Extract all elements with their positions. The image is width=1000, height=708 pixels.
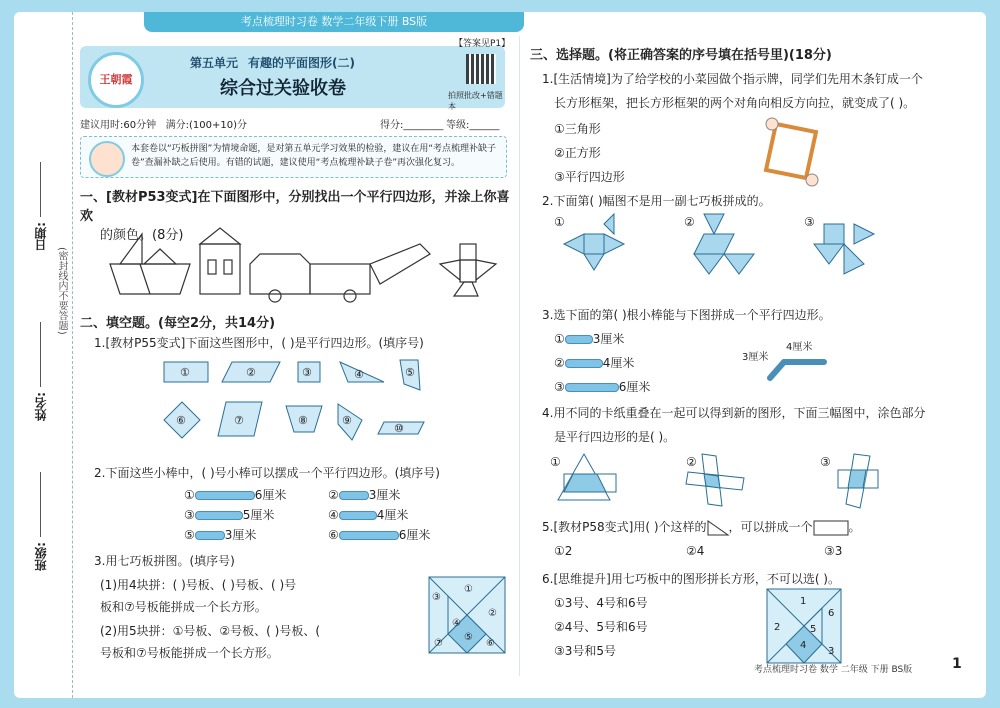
rod-2: ② 3厘米: [328, 488, 401, 502]
svg-text:⑦: ⑦: [434, 638, 443, 649]
s2-q1: 1.[教材P55变式]下面这些图形中，( )是平行四边形。(填序号): [94, 336, 424, 350]
s3-q5: 5.[教材P58变式]用( )个这样的 ，可以拼成一个 。: [542, 520, 861, 534]
svg-text:5: 5: [810, 624, 817, 635]
triangle-icon: [707, 520, 729, 536]
date-line: [40, 162, 41, 217]
svg-text:1: 1: [800, 596, 807, 607]
publisher-logo: 王朝霞: [88, 52, 144, 108]
section-1-figures: [100, 224, 510, 306]
series-banner: 考点梳理时习卷 数学二年级下册 BS版: [144, 12, 524, 32]
svg-text:②: ②: [488, 608, 497, 619]
column-divider: [519, 36, 520, 676]
svg-text:⑤: ⑤: [405, 366, 415, 379]
svg-text:2: 2: [774, 622, 781, 633]
unit-title: 第五单元 有趣的平面图形(二): [190, 56, 355, 70]
s3-q4-line2: 是平行四边形的是( )。: [554, 430, 676, 444]
s3-q3-opt1: ① 3厘米: [554, 332, 625, 346]
rectangle-icon: [813, 520, 849, 536]
section-3-title: 三、选择题。(将正确答案的序号填在括号里)(18分): [530, 48, 832, 63]
footer-series: 考点梳理时习卷 数学 二年级 下册 BS版: [754, 665, 913, 675]
s3-q5-opt3: ③3: [824, 544, 843, 558]
svg-text:②: ②: [684, 215, 695, 229]
s3-q6-tangram: [766, 588, 842, 664]
date-label: 日期:: [34, 222, 48, 251]
full-score-label: 满分:(100+10)分: [165, 120, 248, 131]
s3-q6-opt2: ②4号、5号和6号: [554, 620, 648, 634]
rod-3: ③ 5厘米: [184, 508, 275, 522]
s3-q6: 6.[思维提升]用七巧板中的图形拼长方形，不可以选( )。: [542, 572, 840, 586]
class-line: [40, 472, 41, 537]
s3-q3-fig-label-a: 3厘米: [742, 352, 769, 363]
s3-q3-fig-label-b: 4厘米: [786, 342, 813, 353]
qr-code-icon[interactable]: [466, 54, 496, 84]
name-label: 姓名:: [34, 392, 48, 421]
s2-q3-part2-line2: 号板和⑦号板能拼成一个长方形。: [100, 646, 279, 660]
s3-q3-fig: [764, 352, 834, 386]
qr-caption: 拍照批改+错题本: [448, 91, 503, 111]
s3-q1-opt3: ③平行四边形: [554, 170, 625, 184]
score-field: 得分:________: [380, 120, 444, 131]
s2-q3-part2-line1: (2)用5块拼：①号板、②号板、( )号板、(: [100, 624, 321, 638]
svg-text:③: ③: [820, 455, 831, 469]
svg-text:②: ②: [686, 455, 697, 469]
seal-note: (密封线内不要答题): [56, 247, 67, 335]
svg-text:⑨: ⑨: [342, 414, 352, 427]
svg-text:②: ②: [246, 366, 256, 379]
s3-q2: 2.下面第( )幅图不是用一副七巧板拼成的。: [542, 194, 771, 208]
svg-text:3: 3: [828, 646, 835, 657]
svg-text:⑤: ⑤: [464, 632, 473, 643]
svg-text:⑧: ⑧: [298, 414, 308, 427]
answer-reference: 【答案见P1】: [454, 39, 511, 49]
s3-q6-opt3: ③3号和5号: [554, 644, 617, 658]
svg-text:⑥: ⑥: [176, 414, 186, 427]
svg-text:④: ④: [452, 618, 461, 629]
s3-q4-figures: [550, 450, 894, 510]
page-number: 1: [952, 656, 962, 672]
title-banner: [80, 46, 505, 111]
tangram-figure: [428, 576, 506, 654]
rod-1: ① 6厘米: [184, 488, 287, 502]
svg-text:①: ①: [550, 455, 561, 469]
svg-text:⑦: ⑦: [234, 414, 244, 427]
svg-text:③: ③: [804, 215, 815, 229]
svg-text:⑥: ⑥: [486, 638, 495, 649]
s2-q3-part1-line2: 板和⑦号板能拼成一个长方形。: [100, 600, 267, 614]
exam-meta: [80, 116, 505, 131]
svg-text:①: ①: [180, 366, 190, 379]
svg-text:4: 4: [800, 640, 807, 651]
rod-4: ④ 4厘米: [328, 508, 409, 522]
s3-q3: 3.选下面的第( )根小棒能与下图拼成一个平行四边形。: [542, 308, 831, 322]
svg-text:③: ③: [302, 366, 312, 379]
grade-field: 等级:______: [446, 120, 500, 131]
worksheet-page: [14, 12, 986, 698]
s2-q3: 3.用七巧板拼图。(填序号): [94, 554, 235, 568]
svg-text:①: ①: [554, 215, 565, 229]
s2-q2: 2.下面这些小棒中，( )号小棒可以摆成一个平行四边形。(填序号): [94, 466, 440, 480]
s3-q1-opt1: ①三角形: [554, 122, 601, 136]
svg-text:6: 6: [828, 608, 835, 619]
s2-q1-shapes: [162, 360, 432, 450]
section-1-title: 一、[教材P53变式]在下面图形中，分别找出一个平行四边形，并涂上你喜欢 的颜色。(8分): [80, 190, 510, 243]
svg-text:⑩: ⑩: [394, 422, 404, 435]
s3-q5-opt2: ②4: [686, 544, 705, 558]
section-2-title: 二、填空题。(每空2分，共14分): [80, 316, 276, 331]
binding-margin: [14, 12, 73, 698]
frame-pull-figure: [756, 116, 836, 186]
svg-text:①: ①: [464, 584, 473, 595]
s2-q3-part1-line1: (1)用4块拼：( )号板、( )号板、( )号: [100, 578, 297, 592]
s3-q2-figures: [554, 214, 884, 290]
mascot-icon: [89, 141, 125, 177]
s3-q4-line1: 4.用不同的卡纸重叠在一起可以得到新的图形，下面三幅图中，涂色部分: [542, 406, 926, 420]
svg-text:③: ③: [432, 592, 441, 603]
time-label: 建议用时:60分钟: [80, 120, 157, 131]
instruction-box: [80, 136, 507, 178]
rod-6: ⑥ 6厘米: [328, 528, 431, 542]
s3-q3-opt2: ② 4厘米: [554, 356, 635, 370]
rod-5: ⑤ 3厘米: [184, 528, 257, 542]
name-line: [40, 322, 41, 387]
s3-q1-opt2: ②正方形: [554, 146, 601, 160]
s3-q6-opt1: ①3号、4号和6号: [554, 596, 648, 610]
s3-q5-opt1: ①2: [554, 544, 573, 558]
s3-q3-opt3: ③ 6厘米: [554, 380, 651, 394]
instruction-text: 本套卷以“巧板拼图”为情境命题，是对第五单元学习效果的检验，建议在用“考点梳理补缺子卷”查漏补缺之后使用。有错的试题，建议使用“考点梳理补缺子卷”再次强化复习。: [131, 144, 496, 168]
s3-q1-line1: 1.[生活情境]为了给学校的小菜园做个指示牌，同学们先用木条钉成一个: [542, 72, 923, 86]
svg-text:④: ④: [354, 368, 364, 381]
class-label: 班级:: [34, 542, 48, 571]
page-title: 综合过关验收卷: [220, 78, 346, 99]
s3-q1-line2: 长方形框架，把长方形框架的两个对角向相反方向拉，就变成了( )。: [554, 96, 916, 110]
